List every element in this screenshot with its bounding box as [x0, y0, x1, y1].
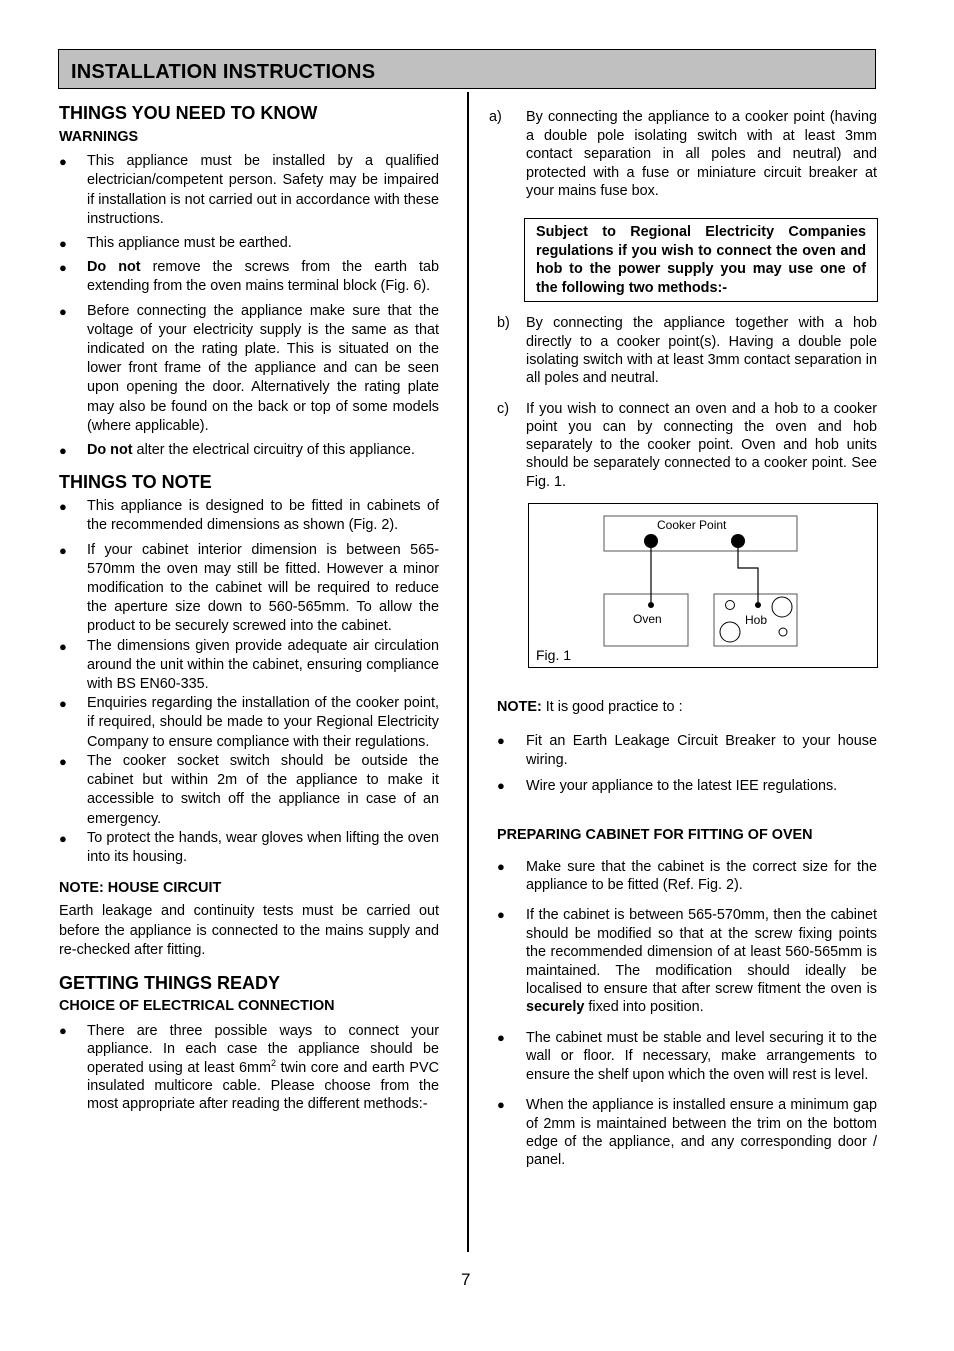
- heading-things-you-need: THINGS YOU NEED TO KNOW: [59, 103, 318, 123]
- heading-things-to-note: THINGS TO NOTE: [59, 472, 212, 493]
- list-item: ● The dimensions given provide adequate air circulation around the unit within the cabinet, ensuring compliance with BS EN60-335.: [59, 637, 439, 693]
- list-item: ● This appliance is designed to be fitted in cabinets of the recommended dimensions as shown (Fig. 2).: [59, 498, 439, 534]
- bullet-icon: ●: [497, 1029, 505, 1045]
- bullet-icon: ●: [59, 1023, 67, 1039]
- right-column: [489, 108, 877, 1170]
- bullet-icon: ●: [497, 1097, 505, 1113]
- oven-label: Oven: [633, 612, 662, 627]
- list-item: ● There are three possible ways to connect your appliance. In each case the appliance should be operated using at least $6mm^2$ twin core and earth PVC insulated multicore cable. Please choose from the most appropriate after reading the different methods:-: [59, 1023, 439, 1113]
- list-item: ● This appliance must be earthed.: [59, 234, 439, 253]
- list-item: ● Fit an Earth Leakage Circuit Breaker to your house wiring.: [497, 733, 877, 768]
- cooker-terminal-left: [644, 534, 658, 548]
- list-item: ● The cooker socket switch should be outside the cabinet but within 2m of the appliance to make it accessible to switch off the appliance in case of an emergency.: [59, 752, 439, 827]
- heading-house-circuit: NOTE: HOUSE CIRCUIT: [59, 880, 222, 897]
- list-item: ● Make sure that the cabinet is the correct size for the appliance to be fitted (Ref. Fig. 2).: [497, 858, 877, 894]
- bullet-icon: ●: [59, 236, 67, 252]
- bullet-icon: ●: [59, 753, 67, 769]
- list-item: ● When the appliance is installed ensure a minimum gap of 2mm is maintained between the trim on the bottom edge of the appliance, and any corresponding door / panel.: [497, 1097, 877, 1169]
- left-column: [59, 102, 439, 1114]
- column-divider: [467, 92, 469, 1252]
- page-title: INSTALLATION INSTRUCTIONS: [71, 61, 376, 83]
- page-number: 7: [461, 1270, 471, 1289]
- figure-1-diagram: [528, 503, 878, 668]
- bullet-icon: ●: [59, 542, 67, 558]
- method-b: b) By connecting the appliance together with a hob directly to a cooker point(s). Having a double pole isolating switch with at least 3mm contact separation in all poles and neutral.: [497, 315, 877, 387]
- bullet-icon: ●: [59, 638, 67, 654]
- bullet-icon: ●: [59, 443, 67, 459]
- bullet-icon: ●: [497, 733, 505, 749]
- heading-getting-ready: GETTING THINGS READY: [59, 972, 281, 993]
- bullet-icon: ●: [497, 778, 505, 794]
- list-item: ● Wire your appliance to the latest IEE regulations.: [497, 778, 838, 795]
- list-item: ● To protect the hands, wear gloves when lifting the oven into its housing.: [59, 829, 439, 865]
- heading-warnings: WARNINGS: [59, 129, 139, 145]
- list-item: ● Do not alter the electrical circuitry of this appliance.: [59, 441, 439, 460]
- oven-terminal: [648, 602, 654, 608]
- bullet-icon: ●: [59, 303, 67, 319]
- bullet-icon: ●: [497, 858, 505, 874]
- method-c: c) If you wish to connect an oven and a hob to a cooker point you can by connecting the oven and hob separately to the cooker point. Oven and hob units should be separately connected to a cooker point. See Fig. 1.: [497, 400, 877, 490]
- page-header: [58, 49, 876, 89]
- house-circuit-text: Earth leakage and continuity tests must be carried out before the appliance is connected to the mains supply and re-checked after fitting.: [59, 903, 439, 958]
- figure-caption: Fig. 1: [536, 647, 572, 664]
- hob-terminal: [755, 602, 761, 608]
- method-a: a) By connecting the appliance to a cooker point (having a double pole isolating switch with at least 3mm contact separation in all poles and neutral) and protected with a fuse or miniature circuit breaker at your mains fuse box.: [489, 109, 877, 200]
- bullet-icon: ●: [59, 499, 67, 515]
- bullet-icon: ●: [59, 260, 67, 276]
- list-item: ● If the cabinet is between 565-570mm, then the cabinet should be modified so that at the screw fixing points the recommended dimension of at least 560-565mm is maintained. The modification should ideally be localised to ensure that after screw fitment the oven is securely fixed into position.: [497, 907, 877, 1016]
- regulations-box: Subject to Regional Electricity Companies regulations if you wish to connect the oven and hob to the power supply you may use one of the following two methods:-: [524, 218, 878, 302]
- heading-preparing-cabinet: PREPARING CABINET FOR FITTING OF OVEN: [497, 827, 813, 844]
- bullet-icon: ●: [59, 830, 67, 846]
- heading-choice-connection: CHOICE OF ELECTRICAL CONNECTION: [59, 997, 335, 1014]
- bullet-icon: ●: [59, 154, 67, 170]
- hob-label: Hob: [745, 613, 768, 628]
- cooker-point-label: Cooker Point: [657, 518, 727, 533]
- list-item: ● If your cabinet interior dimension is between 565-570mm the oven may still be fitted. However a minor modification to the cabinet will be required to reduce the aperture size down to 560-565mm. To allow the product to be securely screwed into the cabinet.: [59, 541, 439, 635]
- list-item: ● Enquiries regarding the installation of the cooker point, if required, should be made to your Regional Electricity Company to ensure compliance with their regulations.: [59, 695, 439, 750]
- bullet-icon: ●: [497, 907, 505, 923]
- good-practice-note: NOTE: It is good practice to :: [497, 699, 683, 716]
- list-item: ● Do not remove the screws from the earth tab extending from the oven mains terminal block (Fig. 6).: [59, 259, 440, 295]
- bullet-icon: ●: [59, 696, 67, 712]
- list-item: ● This appliance must be installed by a qualified electrician/competent person. Safety may be impaired if installation is not carried out in accordance with these instructions.: [59, 153, 439, 227]
- list-item: ● The cabinet must be stable and level securing it to the wall or floor. If necessary, make arrangements to ensure the shelf upon which the oven will rest is level.: [497, 1029, 877, 1083]
- cooker-terminal-right: [731, 534, 745, 548]
- list-item: ● Before connecting the appliance make sure that the voltage of your electricity supply is the same as that indicated on the rating plate. This is situated on the lower front frame of the appliance and can be seen upon opening the door. Alternatively the rating plate may also be found on the back or top of some models (where applicable).: [59, 302, 439, 434]
